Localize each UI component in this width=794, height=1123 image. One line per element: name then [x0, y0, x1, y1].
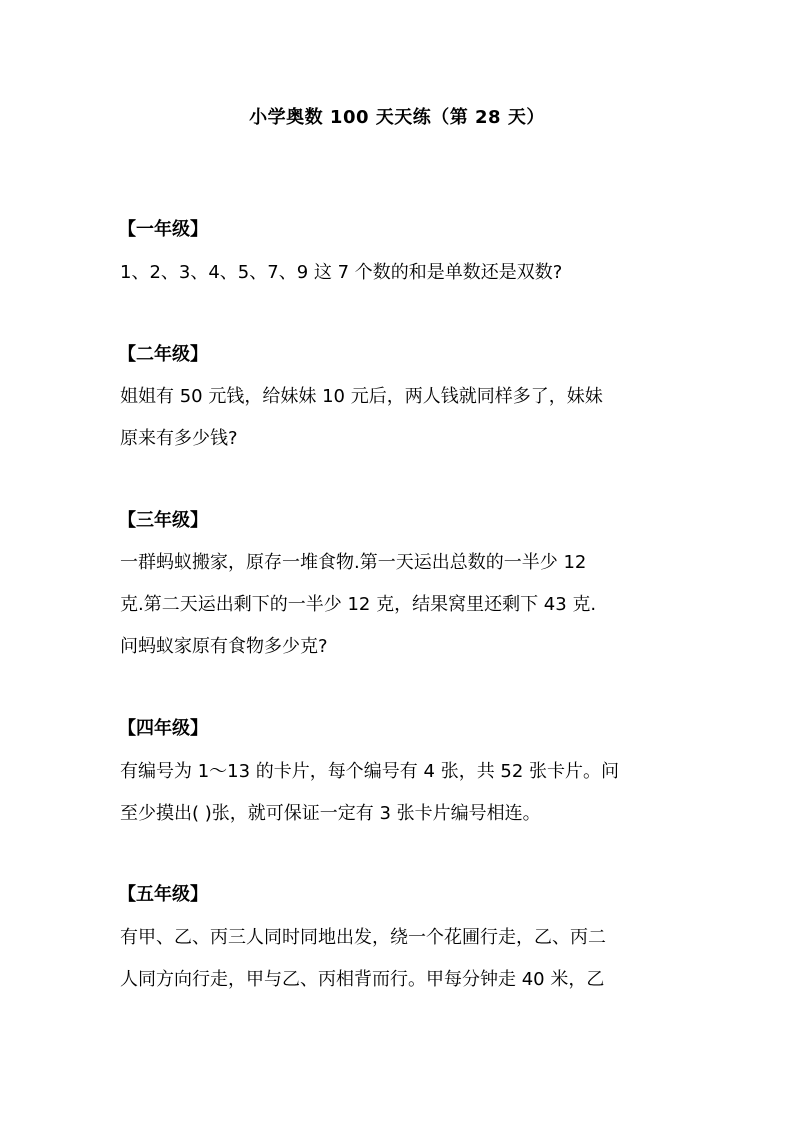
body-line: 有甲、乙、丙三人同时同地出发，绕一个花圃行走，乙、丙二: [120, 927, 606, 948]
body-line: 原来有多少钱?: [120, 428, 238, 449]
body-line: 一群蚂蚁搬家，原存一堆食物.第一天运出总数的一半少 12: [120, 552, 587, 573]
section-body-grade-1: [120, 261, 680, 303]
section-body-grade-3: [120, 551, 680, 677]
body-line: 克.第二天运出剩下的一半少 12 克，结果窝里还剩下 43 克.: [120, 594, 597, 615]
body-line: 有编号为 1～13 的卡片，每个编号有 4 张，共 52 张卡片。问: [120, 761, 620, 782]
section-heading-grade-4: 【四年级】: [118, 718, 208, 739]
body-line: 至少摸出( )张，就可保证一定有 3 张卡片编号相连。: [120, 803, 541, 824]
section-heading-grade-5: 【五年级】: [118, 884, 208, 905]
page-title: 小学奥数 100 天天练（第 28 天）: [249, 107, 545, 128]
body-line: 人同方向行走，甲与乙、丙相背而行。甲每分钟走 40 米，乙: [120, 969, 605, 990]
section-body-grade-2: [120, 385, 680, 469]
section-heading-grade-2: 【二年级】: [118, 344, 208, 365]
section-body-grade-5: [120, 926, 680, 1010]
body-line: 1、2、3、4、5、7、9 这 7 个数的和是单数还是双数?: [120, 262, 563, 283]
body-line: 问蚂蚁家原有食物多少克?: [120, 636, 328, 657]
section-body-grade-4: [120, 760, 680, 844]
section-heading-grade-1: 【一年级】: [118, 219, 208, 240]
body-line: 姐姐有 50 元钱，给妹妹 10 元后，两人钱就同样多了，妹妹: [120, 386, 603, 407]
section-heading-grade-3: 【三年级】: [118, 510, 208, 531]
